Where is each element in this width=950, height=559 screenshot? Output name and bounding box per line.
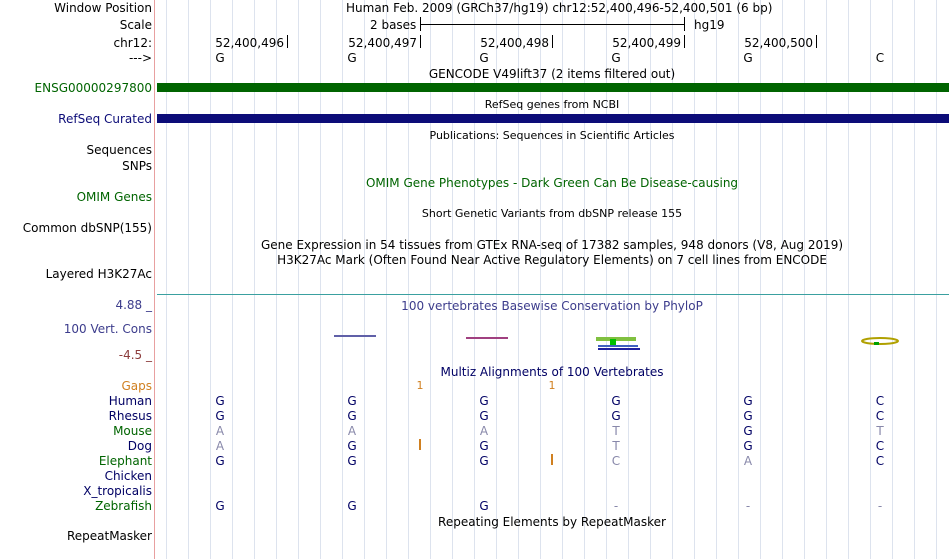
- species-label[interactable]: Dog: [127, 439, 152, 453]
- ruler-base: G: [743, 51, 753, 65]
- alignment-base: G: [347, 394, 357, 408]
- alignment-base: C: [875, 439, 885, 453]
- alignment-base: C: [875, 394, 885, 408]
- alignment-base: -: [745, 499, 751, 513]
- scale-value: 2 bases: [370, 18, 417, 32]
- species-label[interactable]: Human: [108, 394, 152, 408]
- alignment-base: G: [479, 439, 489, 453]
- alignment-base: G: [215, 409, 225, 423]
- gap-mark: 1: [548, 379, 556, 392]
- repeatmasker-track-title[interactable]: Repeating Elements by RepeatMasker: [438, 515, 666, 529]
- species-label[interactable]: Rhesus: [108, 409, 152, 423]
- ruler-base: G: [479, 51, 489, 65]
- omim-track-title[interactable]: OMIM Gene Phenotypes - Dark Green Can Be Disease-causing: [365, 176, 739, 190]
- alignment-base: G: [479, 454, 489, 468]
- publications-track-title[interactable]: Publications: Sequences in Scientific Articles: [429, 129, 675, 142]
- ruler-position-label: 52,400,498: [480, 36, 549, 50]
- refseq-track-title[interactable]: RefSeq genes from NCBI: [484, 98, 620, 111]
- alignment-base: G: [479, 409, 489, 423]
- scale-assembly: hg19: [694, 18, 725, 32]
- species-label[interactable]: X_tropicalis: [83, 484, 152, 498]
- h3k27ac-label[interactable]: Layered H3K27Ac: [45, 267, 152, 281]
- repeatmasker-label[interactable]: RepeatMasker: [66, 529, 152, 543]
- alignment-base: T: [612, 439, 620, 453]
- alignment-base: C: [875, 409, 885, 423]
- alignment-base: A: [743, 454, 753, 468]
- refseq-item-label[interactable]: RefSeq Curated: [58, 112, 152, 126]
- ruler-position-label: 52,400,499: [612, 36, 681, 50]
- dbsnp-track-title[interactable]: Short Genetic Variants from dbSNP release 155: [421, 207, 683, 220]
- alignment-base: G: [215, 499, 225, 513]
- alignment-base: A: [347, 424, 357, 438]
- alignment-base: G: [347, 439, 357, 453]
- chrom-label: chr12:: [113, 36, 152, 50]
- alignment-base: G: [215, 394, 225, 408]
- ruler-base: G: [611, 51, 621, 65]
- alignment-base: G: [743, 409, 753, 423]
- gtex-track-title[interactable]: Gene Expression in 54 tissues from GTEx RNA-seq of 17382 samples, 948 donors (V8, Aug 2019): [260, 238, 844, 252]
- ruler-position-label: 52,400,500: [744, 36, 813, 50]
- alignment-base: A: [479, 424, 489, 438]
- alignment-base: G: [743, 394, 753, 408]
- alignment-base: G: [347, 409, 357, 423]
- alignment-base: G: [743, 439, 753, 453]
- strand-arrow-label: --->: [128, 51, 152, 65]
- alignment-base: T: [876, 424, 884, 438]
- phylop-min-label: -4.5 _: [118, 348, 152, 362]
- alignment-base: G: [611, 394, 621, 408]
- alignment-base: G: [347, 454, 357, 468]
- alignment-base: G: [479, 499, 489, 513]
- gencode-track-title[interactable]: GENCODE V49lift37 (2 items filtered out): [428, 67, 676, 81]
- phylop-max-label: 4.88 _: [115, 298, 152, 312]
- ruler-base: G: [215, 51, 225, 65]
- gencode-item-label[interactable]: ENSG00000297800: [34, 81, 152, 95]
- scale-label: Scale: [119, 18, 152, 32]
- species-label[interactable]: Elephant: [98, 454, 152, 468]
- dbsnp-label[interactable]: Common dbSNP(155): [22, 221, 152, 235]
- insertion-mark: [419, 439, 421, 450]
- ruler-base: G: [347, 51, 357, 65]
- ruler-position-label: 52,400,496: [215, 36, 284, 50]
- alignment-base: G: [743, 424, 753, 438]
- phylop-track-title[interactable]: 100 vertebrates Basewise Conservation by PhyloP: [401, 299, 703, 313]
- omim-genes-label[interactable]: OMIM Genes: [76, 190, 152, 204]
- window-position-label: Window Position: [54, 1, 152, 15]
- ruler-position-label: 52,400,497: [348, 36, 417, 50]
- alignment-base: G: [611, 409, 621, 423]
- species-label[interactable]: Mouse: [113, 424, 152, 438]
- multiz-track-title[interactable]: Multiz Alignments of 100 Vertebrates: [440, 365, 664, 379]
- snps-label[interactable]: SNPs: [122, 159, 152, 173]
- gaps-label: Gaps: [121, 379, 152, 393]
- alignment-base: A: [215, 424, 225, 438]
- ruler-base: C: [875, 51, 885, 65]
- phylop-label[interactable]: 100 Vert. Cons: [63, 322, 152, 336]
- alignment-base: G: [347, 499, 357, 513]
- alignment-base: G: [215, 454, 225, 468]
- window-position-value: Human Feb. 2009 (GRCh37/hg19) chr12:52,400,496-52,400,501 (6 bp): [346, 1, 773, 15]
- sequences-label[interactable]: Sequences: [86, 143, 152, 157]
- alignment-base: T: [612, 424, 620, 438]
- alignment-base: C: [611, 454, 621, 468]
- alignment-base: G: [479, 394, 489, 408]
- gap-mark: 1: [416, 379, 424, 392]
- species-label[interactable]: Chicken: [104, 469, 152, 483]
- h3k27ac-track-title[interactable]: H3K27Ac Mark (Often Found Near Active Regulatory Elements) on 7 cell lines from ENCODE: [277, 253, 827, 267]
- alignment-base: -: [877, 499, 883, 513]
- species-label[interactable]: Zebrafish: [95, 499, 152, 513]
- alignment-base: -: [613, 499, 619, 513]
- alignment-base: A: [215, 439, 225, 453]
- alignment-base: C: [875, 454, 885, 468]
- insertion-mark: [551, 454, 553, 465]
